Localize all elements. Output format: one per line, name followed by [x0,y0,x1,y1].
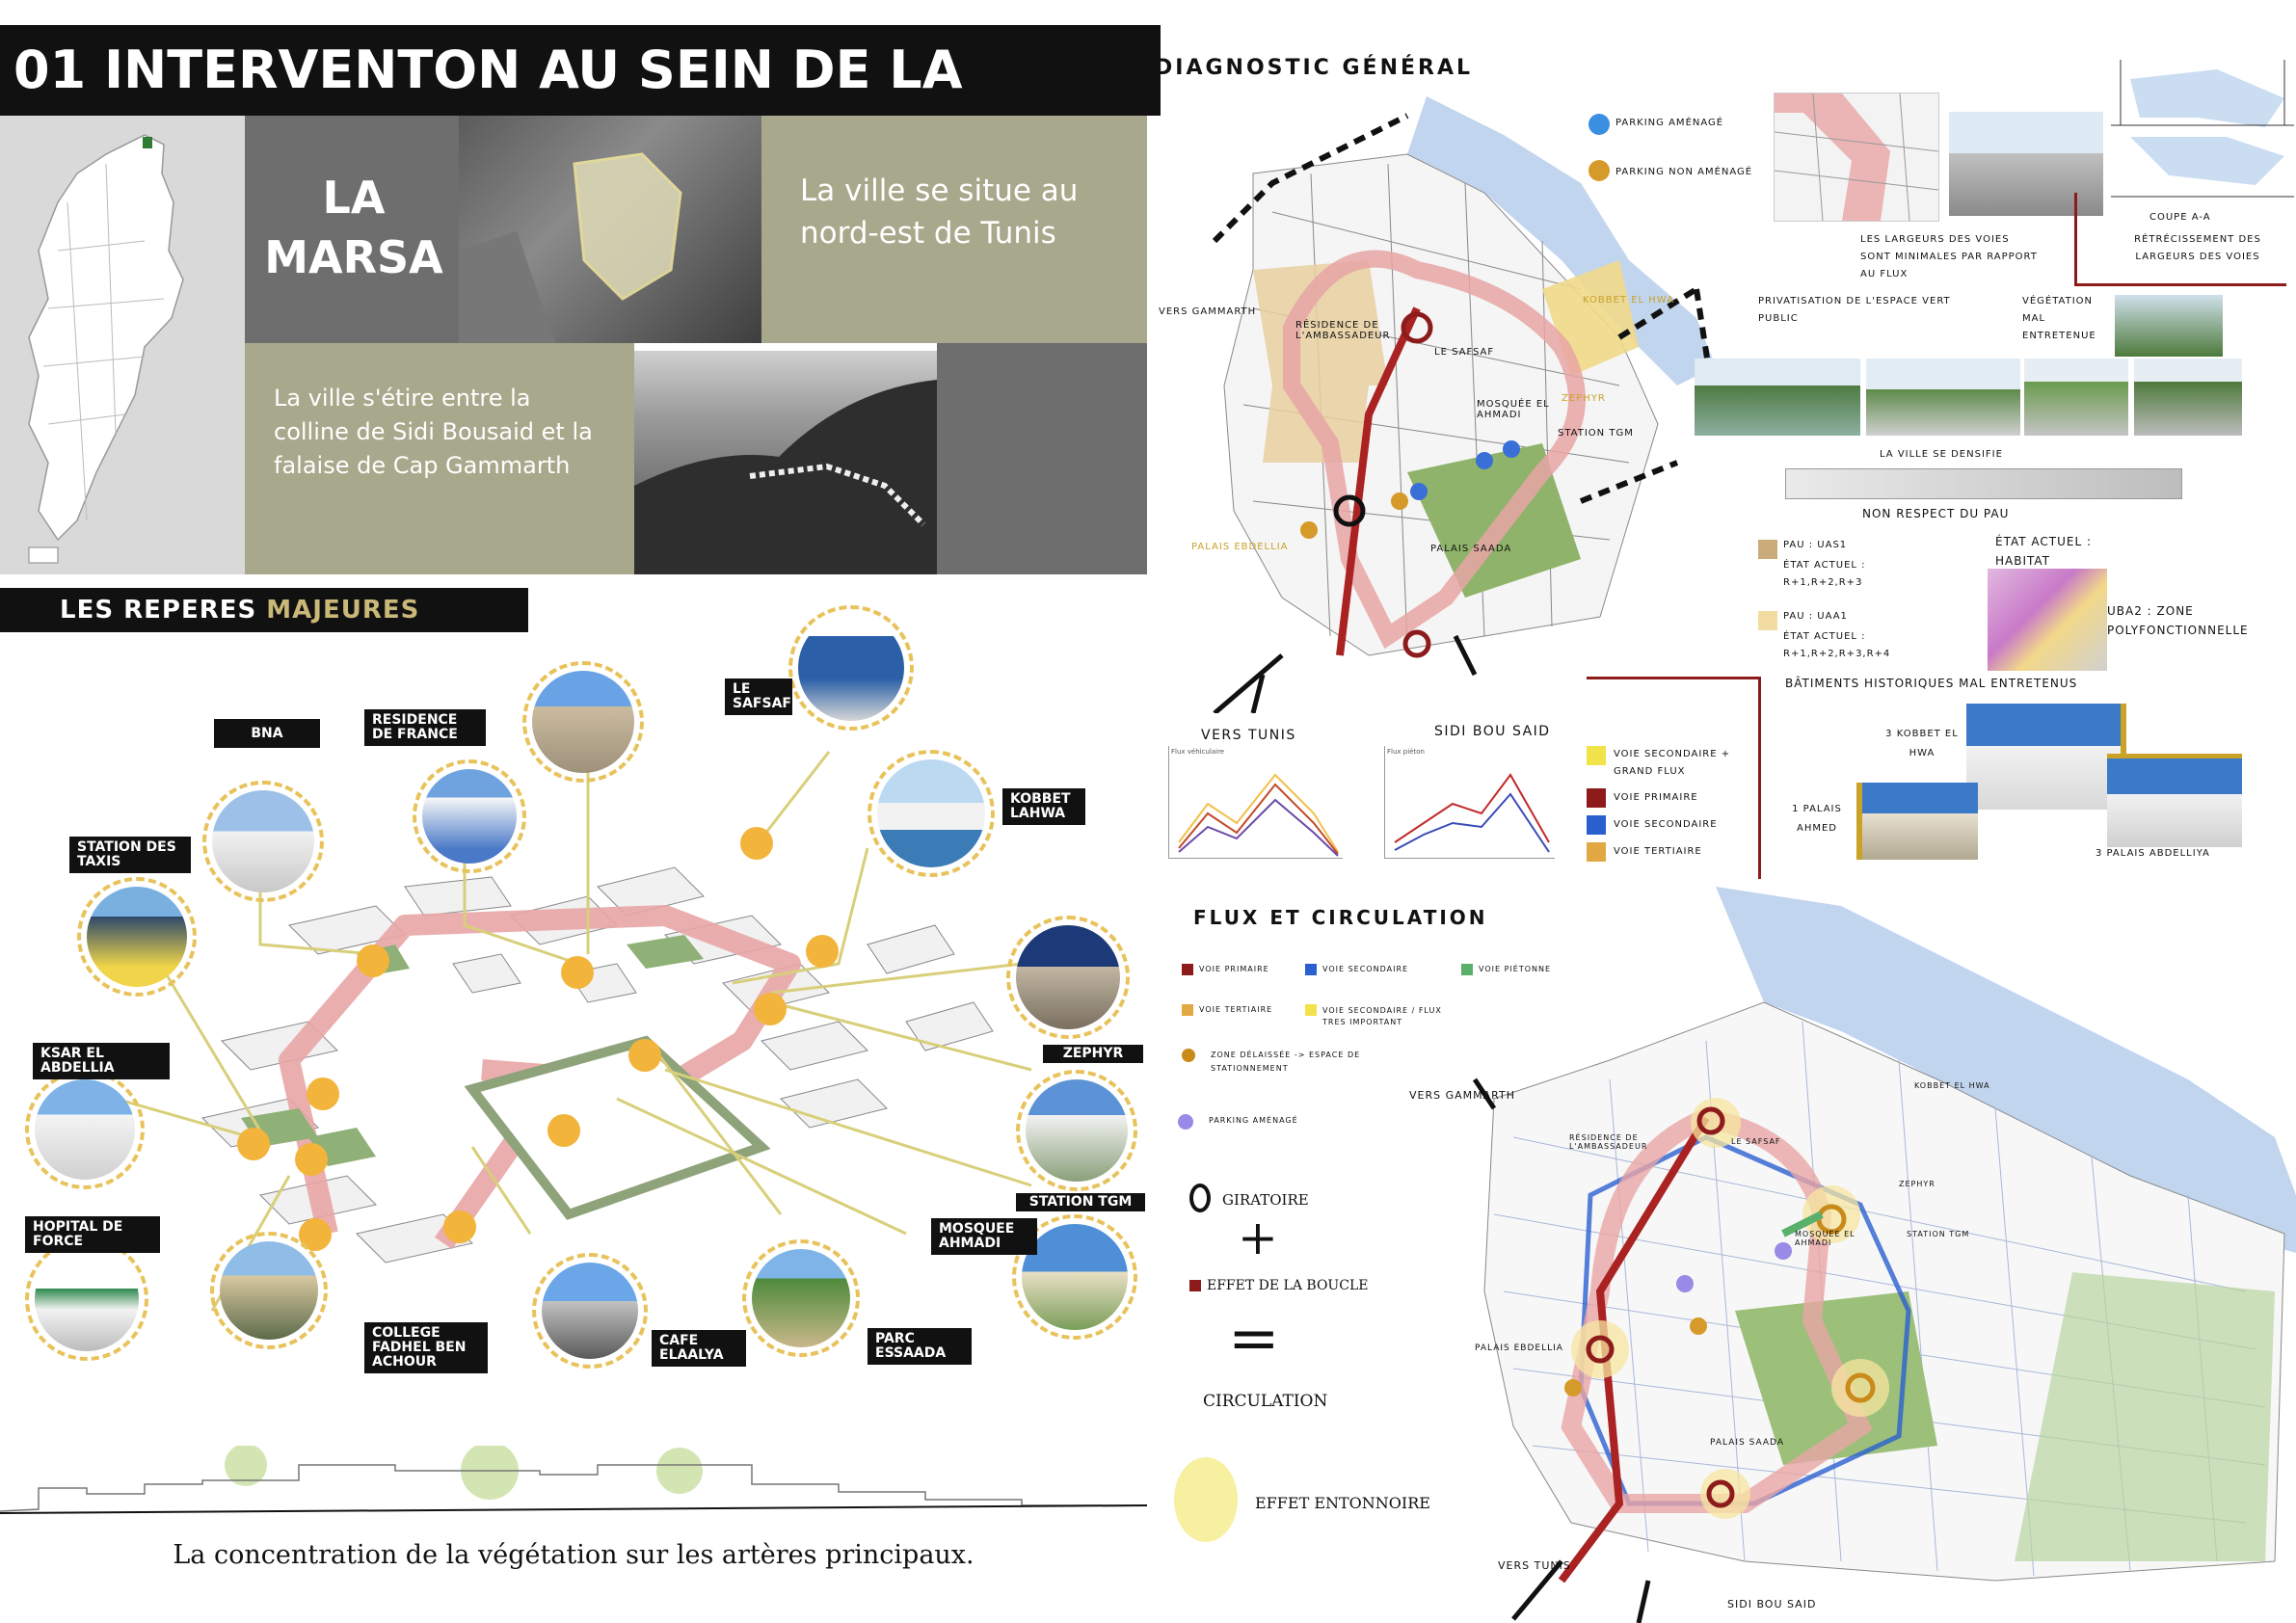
map-label: ZEPHYR [1562,393,1606,404]
flux-title: FLUX ET CIRCULATION [1193,906,1488,929]
flux-map-label: VERS GAMMARTH [1409,1089,1515,1102]
label-parc-essaada: PARC ESSAADA [868,1328,972,1365]
flux-secondaire-flux-label: VOIE SECONDAIRE / FLUX TRES IMPORTANT [1322,1006,1442,1026]
flux-pietonne-label: VOIE PIÉTONNE [1479,965,1552,973]
retrecissement-text: RÉTRÉCISSEMENT DES LARGEURS DES VOIES [2134,234,2261,262]
flux-secondaire-swatch [1305,964,1317,975]
parking-non-amenage-label: PARKING NON AMÉNAGÉ [1615,167,1753,177]
flux-map-label: KOBBET EL HWA [1914,1081,1990,1090]
marker-dot [357,945,389,977]
boucle-label: EFFET DE LA BOUCLE [1207,1278,1369,1293]
voie-secondaire-swatch [1587,815,1606,835]
zone-delaissee-swatch [1182,1049,1195,1062]
flux-secondaire-label: VOIE SECONDAIRE [1322,965,1409,973]
park-photo-1 [1695,359,1860,436]
entonnoire-label: EFFET ENTONNOIRE [1255,1494,1430,1512]
map-label: KOBBET EL HWA [1583,295,1674,306]
marker-dot [628,1039,661,1072]
red-divider [1587,677,1760,679]
giratoire-icon [1189,1184,1211,1212]
flux-map-label: STATION TGM [1907,1230,1970,1238]
kobbet-photo [1966,704,2126,810]
marker-dot [443,1211,476,1243]
photo-cafe-elaalya [532,1253,648,1369]
location-text: La ville se situe au nord-est de Tunis [800,173,1079,251]
label-hopital: HOPITAL DE FORCE [25,1216,160,1253]
entonnoire-swatch [1174,1457,1238,1542]
photo-kobbet-lahwa [868,750,995,877]
non-respect-text: NON RESPECT DU PAU [1862,507,2010,520]
voie-primaire-label: VOIE PRIMAIRE [1614,792,1698,803]
map-label: PALAIS SAADA [1430,544,1512,554]
flux-primaire-label: VOIE PRIMAIRE [1199,965,1269,973]
flux-map-label: MOSQUÉE EL AHMADI [1795,1230,1855,1247]
coupe-section [2111,60,2294,204]
photo-bna [202,781,324,902]
page-title: 01 INTERVENTON AU SEIN DE LA [0,25,1161,116]
street-map-thumb [1774,93,1939,222]
parking-flux-swatch [1178,1114,1193,1130]
density-bar [1785,468,2182,499]
aerial-photo [459,116,761,343]
label-ksar-abdellia: KSAR EL ABDELLIA [33,1043,170,1079]
flux-map [1455,887,2296,1623]
site-text: La ville s'étire entre la colline de Sidi Bousaid et la falaise de Cap Gammarth [274,385,593,479]
pau1-swatch [1758,540,1777,559]
plus-sign: + [1238,1210,1278,1265]
photo-station-taxis [77,877,197,997]
map-label: VERS TUNIS [1201,728,1296,743]
parking-amenage-swatch [1589,114,1610,135]
zoning-map [1988,569,2107,671]
map-label: PALAIS EBDELLIA [1191,542,1289,552]
red-divider [2074,193,2077,285]
tree-photo [2115,295,2223,357]
coast-photo [634,351,937,574]
label-mosquee-ahmadi: MOSQUEE AHMADI [931,1218,1037,1255]
vegetation-text: VÉGÉTATION MAL ENTRETENUE [2022,296,2096,341]
map-label: SIDI BOU SAID [1434,724,1551,739]
photo-residence-france [413,759,526,873]
voie-secondaire-flux-label: VOIE SECONDAIRE + GRAND FLUX [1614,749,1731,777]
map-label: RÉSIDENCE DE L'AMBASSADEUR [1295,320,1391,341]
palais-ahmed-label: 1 PALAIS AHMED [1792,804,1842,834]
red-divider [1758,677,1761,879]
parking-non-amenage-swatch [1589,160,1610,181]
equals-sign: = [1228,1303,1280,1374]
circulation-label: CIRCULATION [1203,1392,1328,1411]
reperes-title [0,588,528,632]
flux-map-label: PALAIS EBDELLIA [1475,1344,1563,1353]
boucle-swatch [1189,1280,1201,1291]
park-photo-3 [2024,359,2128,436]
photo-college [210,1232,328,1349]
park-photo-4 [2134,359,2242,436]
pau2-text: PAU : UAA1 [1783,611,1848,622]
voie-tertiaire-swatch [1587,842,1606,862]
label-bna: BNA [214,719,320,748]
label-le-safsaf: LE SAFSAF [725,678,792,715]
marker-dot [740,827,773,860]
photo-parc-essaada [742,1239,860,1357]
city-name-box [245,116,459,343]
pau2-etat: ÉTAT ACTUEL : R+1,R+2,R+3,R+4 [1783,631,1891,659]
marker-dot [754,993,787,1025]
map-label: MOSQUÉE EL AHMADI [1477,399,1550,420]
skyline-section [0,1446,1147,1523]
label-college: COLLEGE FADHEL BEN ACHOUR [364,1322,488,1373]
palais-abdelliya-label: 3 PALAIS ABDELLIYA [2096,848,2210,859]
label-cafe-elaalya: CAFE ELAALYA [652,1330,746,1367]
giratoire-label: GIRATOIRE [1222,1191,1309,1209]
densifie-text: LA VILLE SE DENSIFIE [1880,449,2003,460]
zone-delaissee-label: ZONE DÉLAISSÉE -> ESPACE DE STATIONNEMENT [1211,1051,1361,1073]
photo-le-safsaf [788,605,914,731]
etat-actuel-text: ÉTAT ACTUEL : HABITAT [1995,535,2093,568]
largeurs-text: LES LARGEURS DES VOIES SONT MINIMALES PAR RAPPORT AU FLUX [1860,234,2038,279]
flux-map-label: ZEPHYR [1899,1180,1936,1188]
chart-pieton-title: Flux piéton [1387,748,1425,756]
kobbet-photo-label: 3 KOBBET EL HWA [1885,729,1959,758]
flux-primaire-swatch [1182,964,1193,975]
road-render [1949,112,2103,216]
marker-dot [307,1078,339,1110]
chart-vehicule-title: Flux véhiculaire [1171,748,1225,756]
uba2-text: UBA2 : ZONE POLYFONCTIONNELLE [2107,604,2249,637]
chart-pieton [1384,746,1555,859]
flux-tertiaire-swatch [1182,1004,1193,1016]
palais-ahmed-photo [1856,783,1978,860]
label-station-taxis: STATION DES TAXIS [69,837,191,873]
marker-dot [806,935,839,968]
site-box [245,343,634,574]
pau2-swatch [1758,611,1777,630]
parking-amenage-label: PARKING AMÉNAGÉ [1615,118,1724,128]
photo-zephyr [1006,916,1130,1039]
diagnostic-map [1195,96,1716,713]
flux-map-label: SIDI BOU SAID [1727,1598,1817,1610]
diagnostic-title: DIAGNOSTIC GÉNÉRAL [1155,56,1473,80]
label-residence-france: RESIDENCE DE FRANCE [364,709,486,746]
marker-dot [547,1114,580,1147]
flux-map-label: RÉSIDENCE DE L'AMBASSADEUR [1569,1133,1648,1151]
voie-primaire-swatch [1587,788,1606,808]
chart-vehicule [1168,746,1343,859]
voie-secondaire-flux-swatch [1587,746,1606,765]
reperes-title-white: LES REPERES [60,596,257,625]
photo-station-tgm [1016,1070,1137,1191]
map-label: STATION TGM [1558,428,1634,439]
palais-abdelliya-photo [2107,754,2242,847]
grey-box [937,343,1147,574]
pau1-etat: ÉTAT ACTUEL : R+1,R+2,R+3 [1783,560,1866,588]
city-name: LA MARSA [264,172,443,283]
parking-flux-label: PARKING AMÉNAGÉ [1209,1116,1298,1125]
location-box [761,116,1147,343]
map-label: LE SAFSAF [1434,347,1495,358]
marker-dot [295,1143,328,1176]
marker-dot [237,1128,270,1160]
photo-building [522,661,644,783]
reperes-title-gold: MAJEURES [266,596,420,625]
flux-map-label: VERS TUNIS [1498,1559,1571,1572]
tunisia-map [0,116,245,574]
map-label: VERS GAMMARTH [1159,306,1257,317]
privatisation-text: PRIVATISATION DE L'ESPACE VERT PUBLIC [1758,296,1951,324]
flux-tertiaire-label: VOIE TERTIAIRE [1199,1005,1273,1014]
vegetation-caption: La concentration de la végétation sur les artères principaux. [173,1540,974,1570]
flux-map-label: LE SAFSAF [1731,1137,1781,1146]
pau1-text: PAU : UAS1 [1783,540,1848,550]
coupe-label: COUPE A-A [2149,212,2211,223]
label-zephyr: ZEPHYR [1043,1045,1143,1063]
batiments-text: BÂTIMENTS HISTORIQUES MAL ENTRETENUS [1785,677,2078,690]
flux-map-label: PALAIS SAADA [1710,1438,1784,1448]
photo-ksar-abdellia [25,1070,145,1189]
label-kobbet-lahwa: KOBBET LAHWA [1002,788,1085,825]
marker-dot [561,956,594,989]
flux-secondaire-flux-swatch [1305,1004,1317,1016]
red-divider [2074,283,2286,286]
label-station-tgm: STATION TGM [1016,1193,1145,1211]
photo-hopital [25,1237,148,1361]
voie-secondaire-label: VOIE SECONDAIRE [1614,819,1718,830]
park-photo-2 [1866,359,2020,436]
voie-tertiaire-label: VOIE TERTIAIRE [1614,846,1702,857]
